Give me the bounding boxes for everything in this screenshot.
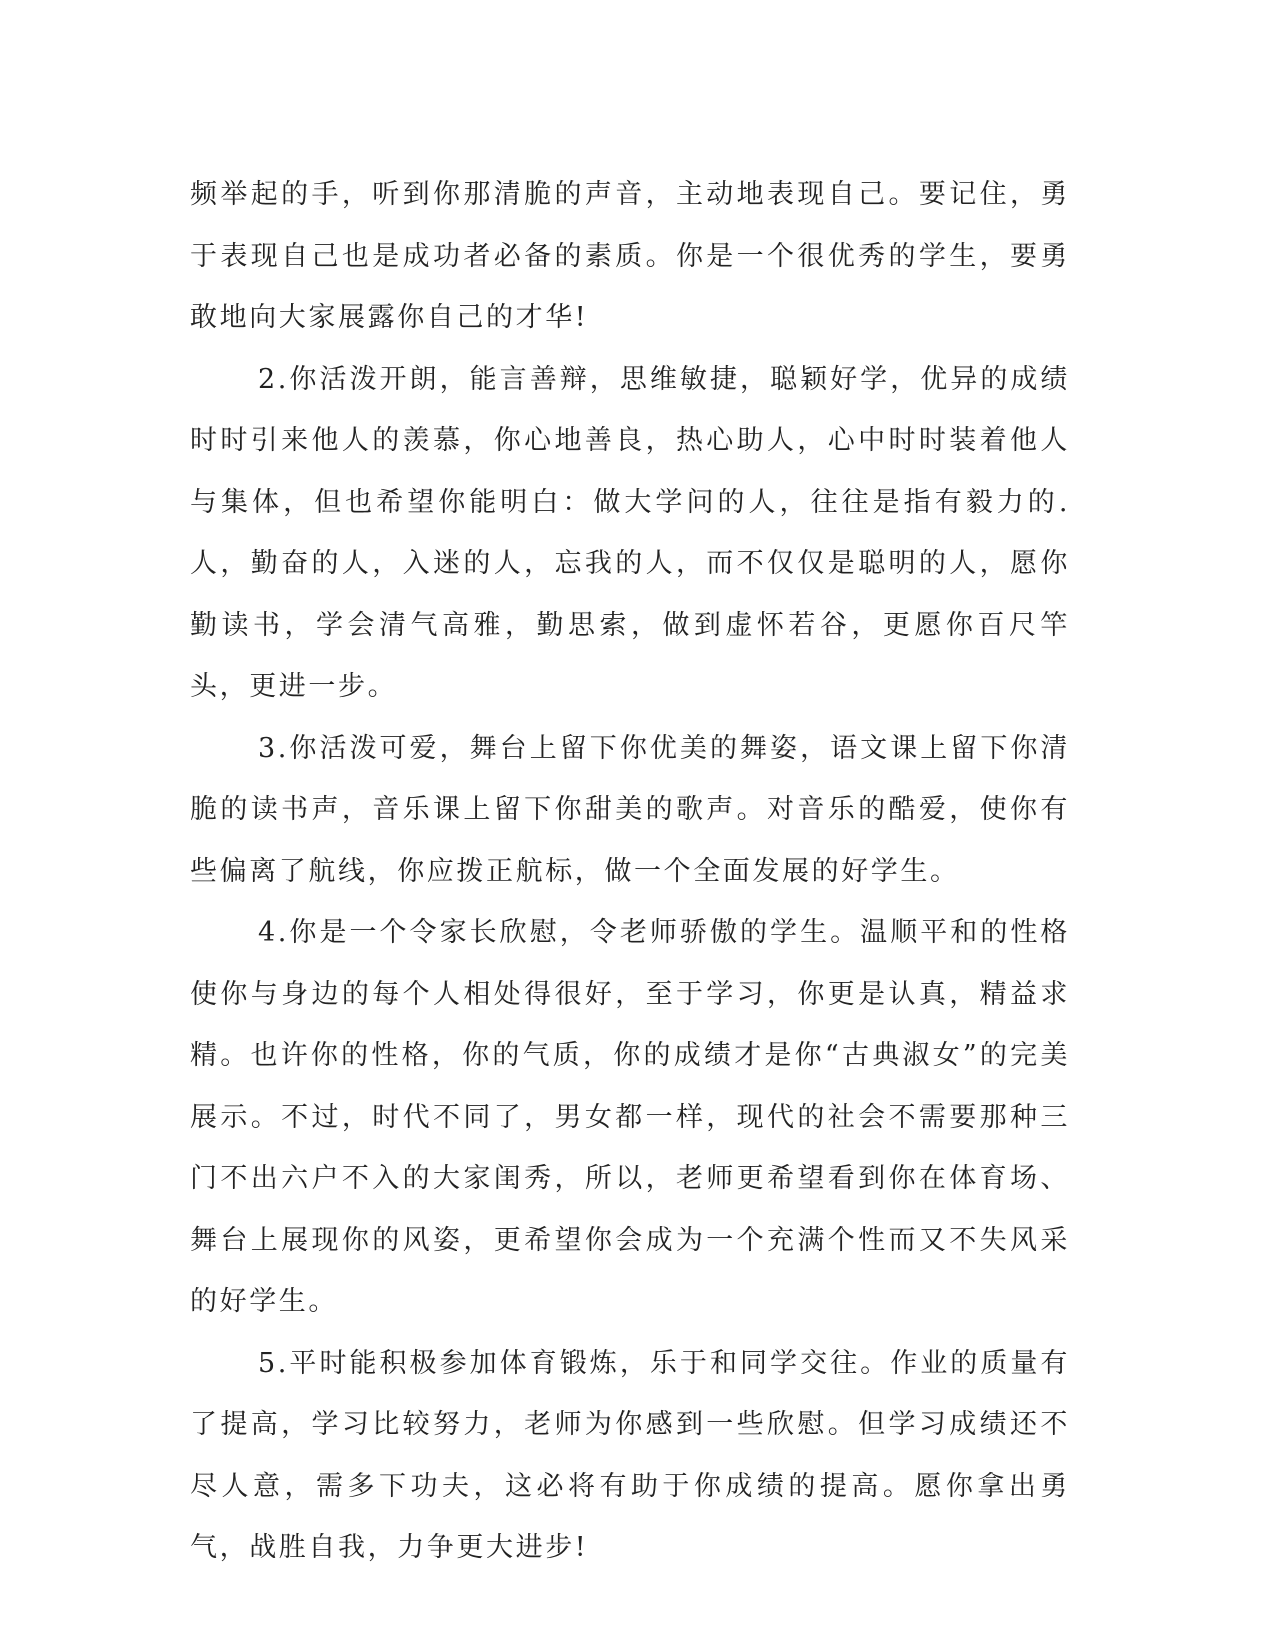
paragraph-comment-3: 3.你活泼可爱，舞台上留下你优美的舞姿，语文课上留下你清脆的读书声，音乐课上留下你甜美的歌声。对音乐的酷爱，使你有些偏离了航线，你应拨正航标，做一个全面发展的好学生。 — [190, 732, 1070, 887]
paragraph-comment-5: 5.平时能积极参加体育锻炼，乐于和同学交往。作业的质量有了提高，学习比较努力，老师为你感到一些欣慰。但学习成绩还不尽人意，需多下功夫，这必将有助于你成绩的提高。愿你拿出勇气，战胜自我，力争更大进步! — [190, 1347, 1070, 1563]
paragraph-continuation: 频举起的手，听到你那清脆的声音，主动地表现自己。要记住，勇于表现自己也是成功者必备的素质。你是一个很优秀的学生，要勇敢地向大家展露你自己的才华! — [190, 179, 1070, 333]
paragraph-comment-4: 4.你是一个令家长欣慰，令老师骄傲的学生。温顺平和的性格使你与身边的每个人相处得很好，至于学习，你更是认真，精益求精。也许你的性格，你的气质，你的成绩才是你“古典淑女”的完美展示。不过，时代不同了，男女都一样，现代的社会不需要那种三门不出六户不入的大家闺秀，所以，老师更希望看到你在体育场、舞台上展现你的风姿，更希望你会成为一个充满个性而又不失风采的好学生。 — [190, 917, 1070, 1317]
document-body — [190, 164, 1070, 1579]
paragraph-comment-2: 2.你活泼开朗，能言善辩，思维敏捷，聪颖好学，优异的成绩时时引来他人的羡慕，你心地善良，热心助人，心中时时装着他人与集体，但也希望你能明白：做大学问的人，往往是指有毅力的.人，勤奋的人，入迷的人，忘我的人，而不仅仅是聪明的人，愿你勤读书，学会清气高雅，勤思索，做到虚怀若谷，更愿你百尺竿头，更进一步。 — [190, 363, 1070, 702]
